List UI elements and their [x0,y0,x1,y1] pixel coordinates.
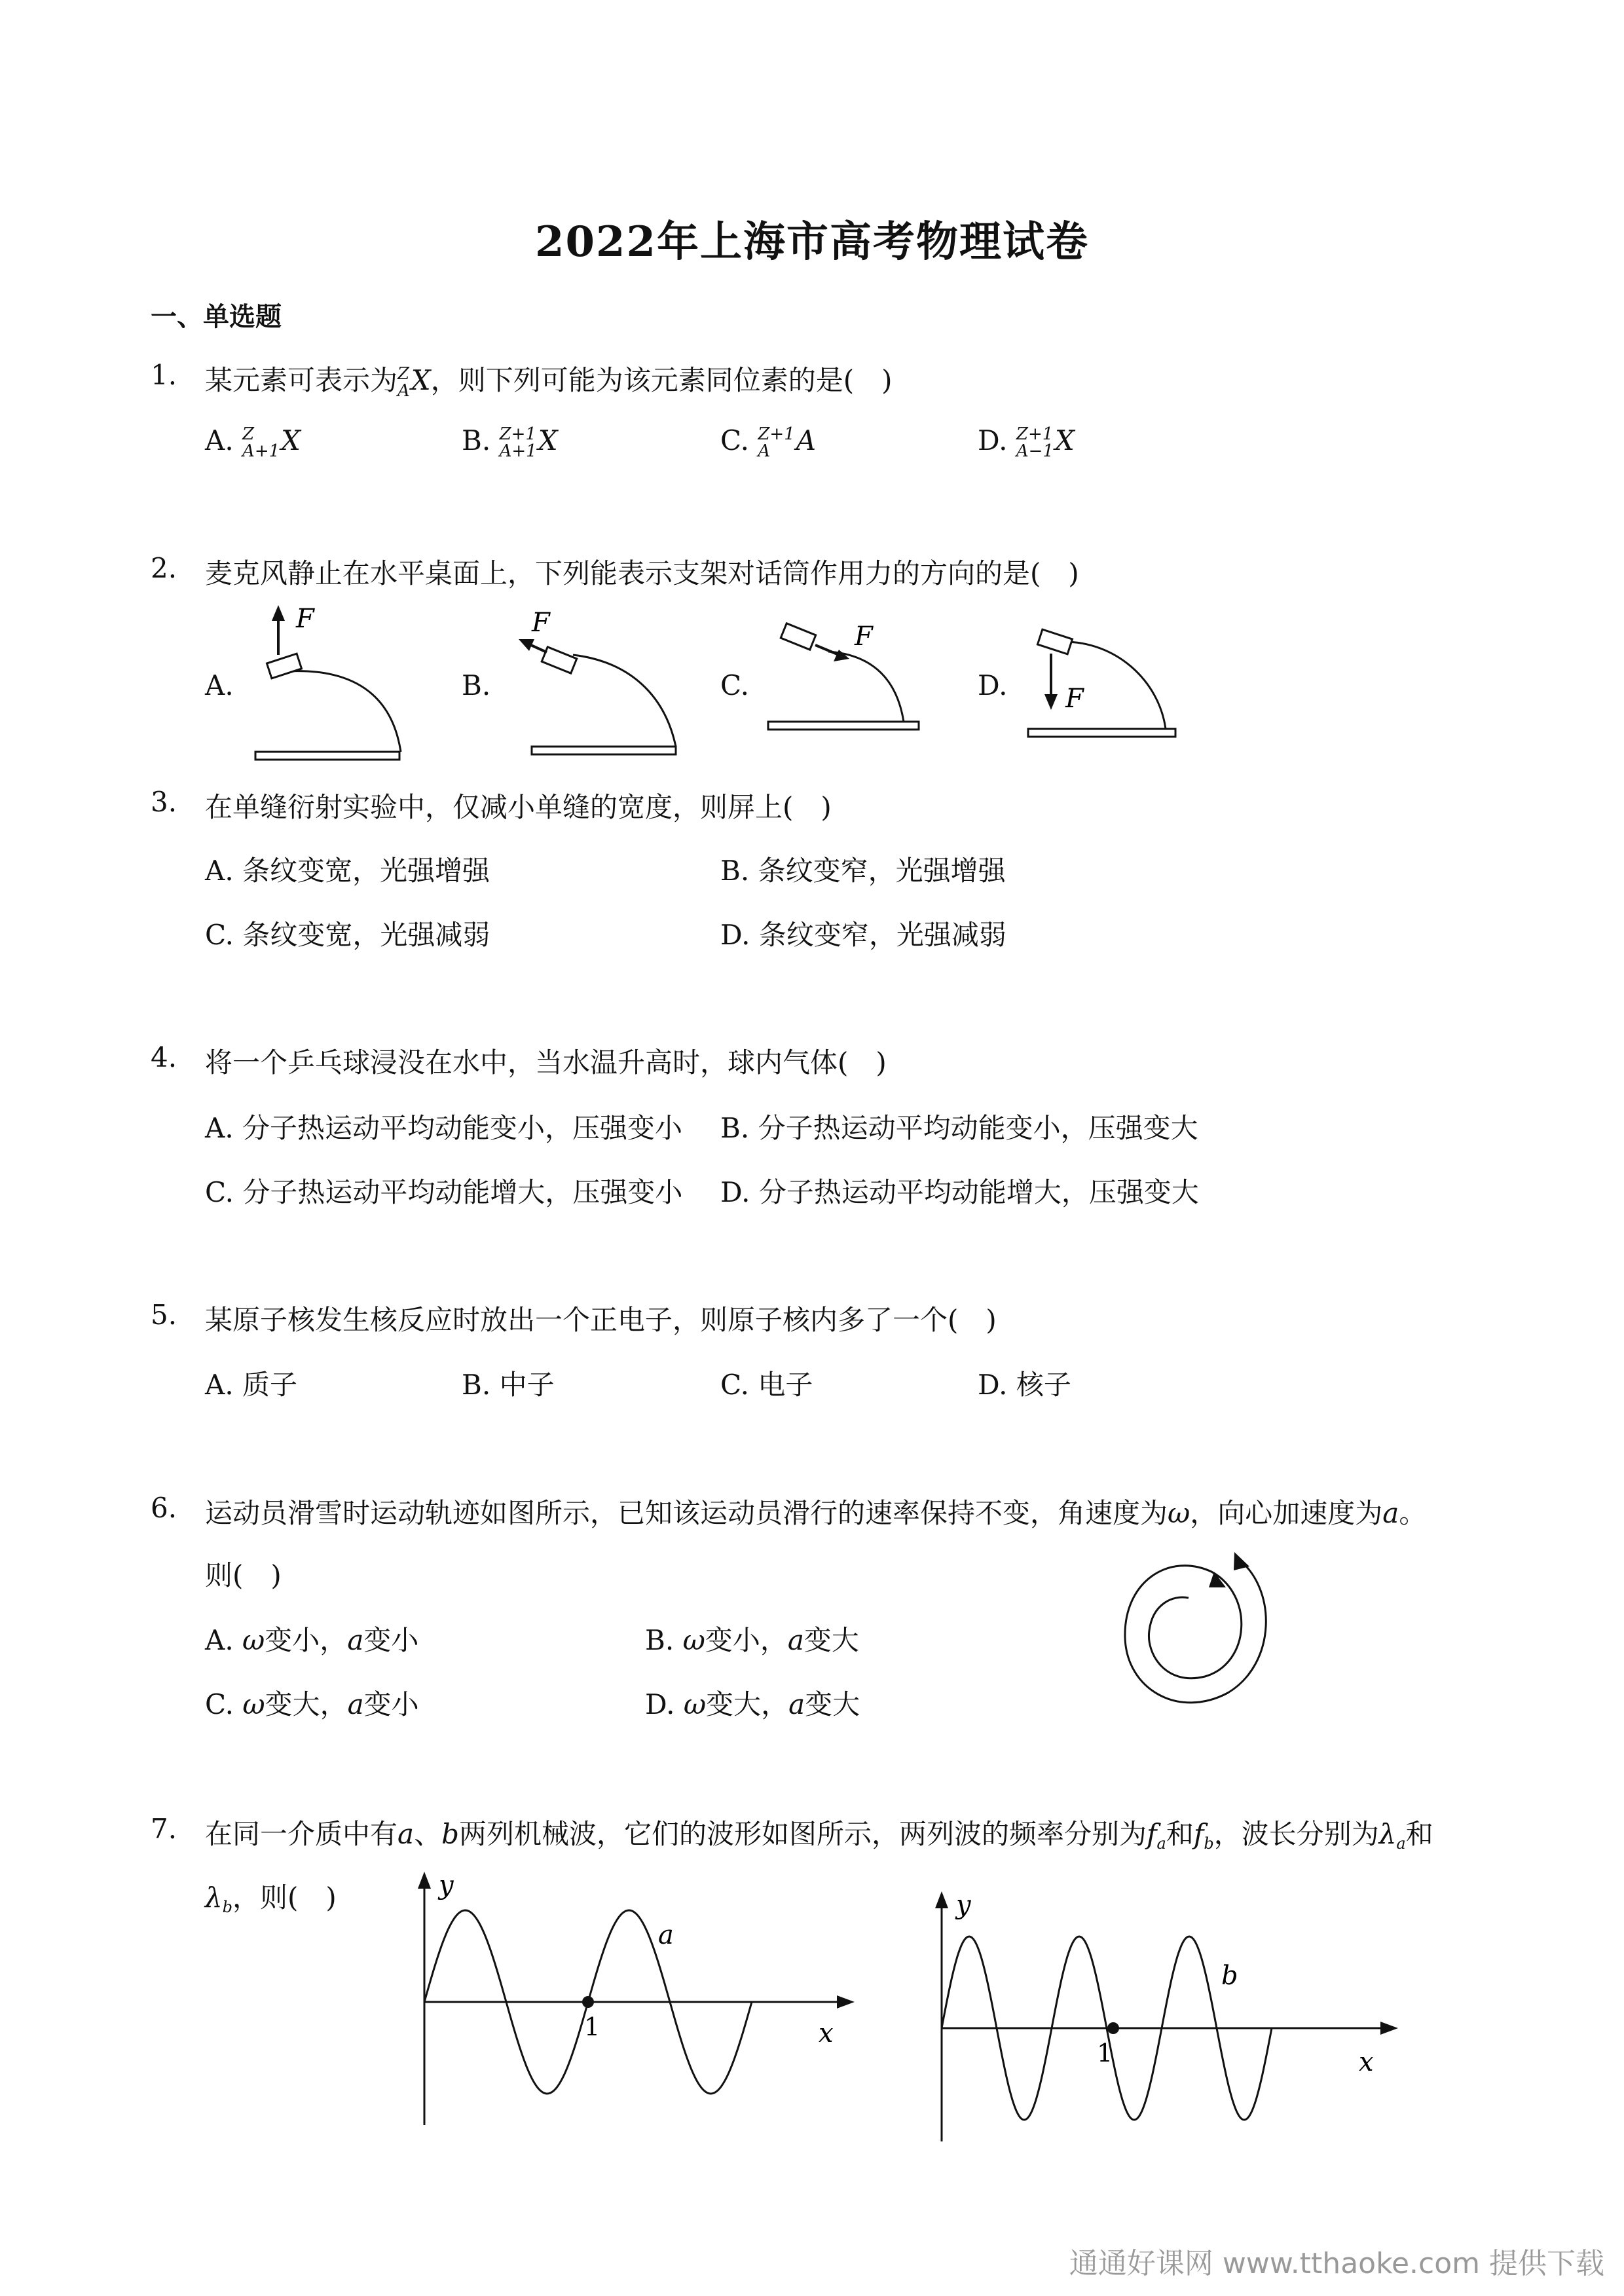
q1-option-b[interactable]: B. Z+1 A+1 X [462,424,558,461]
q2-figure-c [763,616,933,747]
q7-graph-b [930,1886,1401,2148]
q3-option-b[interactable]: B. 条纹变窄，光强增强 [720,855,1006,887]
force-label: F [855,621,873,652]
x-axis-label: x [819,2018,834,2048]
q5-option-a[interactable]: A. 质子 [205,1369,298,1401]
q3-stem: 在单缝衍射实验中，仅减小单缝的宽度，则屏上( ) [205,791,832,823]
q4-option-a[interactable]: A. 分子热运动平均动能变小，压强变小 [205,1112,683,1144]
wave-a-tick: 1 [584,2012,600,2041]
q2-figure-b [524,609,688,766]
footer-watermark: 通通好课网 www.tthaoke.com 提供下载 [1069,2247,1604,2280]
wave-b-label: b [1221,1961,1238,1991]
q3-option-d[interactable]: D. 条纹变窄，光强减弱 [720,919,1006,951]
force-label: F [532,608,550,638]
q2-option-b[interactable]: B. [462,669,491,701]
q4-option-b[interactable]: B. 分子热运动平均动能变小，压强变大 [720,1112,1198,1144]
q7-graph-a [413,1866,864,2141]
y-axis-label: y [439,1870,454,1900]
q5-number: 5. [151,1299,177,1331]
q2-figure-a [249,602,406,766]
q6-option-d[interactable]: D. ω变大，a变大 [645,1688,860,1720]
x-axis-label: x [1359,2047,1374,2077]
q6-spiral-figure [1113,1532,1283,1722]
y-axis-label: y [956,1890,971,1920]
q1-option-c[interactable]: C. Z+1 A A [720,424,817,461]
q7-stem-line2: $\lambda_b$，则( ) [205,1881,337,1916]
q2-number: 2. [151,552,177,584]
q6-option-a[interactable]: A. ω变小，a变小 [205,1624,419,1656]
q1-option-a[interactable]: A. Z A+1 X [205,424,301,461]
q7-stem: 在同一介质中有a、b两列机械波，它们的波形如图所示，两列波的频率分别为$f_a$和$f_b$，波长分别为$\lambda_a$和 [205,1818,1433,1853]
q2-option-d[interactable]: D. [978,669,1008,701]
q3-option-c[interactable]: C. 条纹变宽，光强减弱 [205,919,490,951]
q4-option-d[interactable]: D. 分子热运动平均动能增大，压强变大 [720,1176,1199,1208]
q2-figure-d [1025,622,1182,747]
q3-option-a[interactable]: A. 条纹变宽，光强增强 [205,855,490,887]
q2-option-c[interactable]: C. [720,669,749,701]
wave-a-marker [582,1996,594,2008]
q2-option-a[interactable]: A. [205,669,234,701]
q1-stem: 某元素可表示为 Z A X，则下列可能为该元素同位素的是( ) [205,364,893,401]
wave-b-tick: 1 [1097,2039,1113,2067]
force-label: F [1065,684,1084,714]
q2-stem: 麦克风静止在水平桌面上，下列能表示支架对话筒作用力的方向的是( ) [205,557,1079,589]
q5-option-d[interactable]: D. 核子 [978,1369,1071,1401]
q1-number: 1. [151,359,177,391]
q6-option-c[interactable]: C. ω变大，a变小 [205,1688,419,1720]
q4-option-c[interactable]: C. 分子热运动平均动能增大，压强变小 [205,1176,683,1208]
section-heading: 一、单选题 [151,302,282,332]
q5-option-c[interactable]: C. 电子 [720,1369,813,1401]
q5-option-b[interactable]: B. 中子 [462,1369,555,1401]
q1-option-d[interactable]: D. Z+1 A−1 X [978,424,1075,461]
q6-option-b[interactable]: B. ω变小，a变大 [645,1624,859,1656]
q6-number: 6. [151,1492,177,1524]
q4-stem: 将一个乒乓球浸没在水中，当水温升高时，球内气体( ) [205,1046,887,1079]
force-label: F [296,604,314,634]
q7-number: 7. [151,1813,177,1845]
q6-stem-line2: 则( ) [205,1559,282,1591]
q4-number: 4. [151,1041,177,1073]
q5-stem: 某原子核发生核反应时放出一个正电子，则原子核内多了一个( ) [205,1304,997,1336]
wave-a-label: a [658,1920,674,1950]
wave-b-marker [1107,2022,1119,2034]
q3-number: 3. [151,786,177,818]
q6-stem: 运动员滑雪时运动轨迹如图所示，已知该运动员滑行的速率保持不变，角速度为ω，向心加速度为a。 [205,1497,1427,1529]
page-title: 2022年上海市高考物理试卷 [534,217,1090,267]
